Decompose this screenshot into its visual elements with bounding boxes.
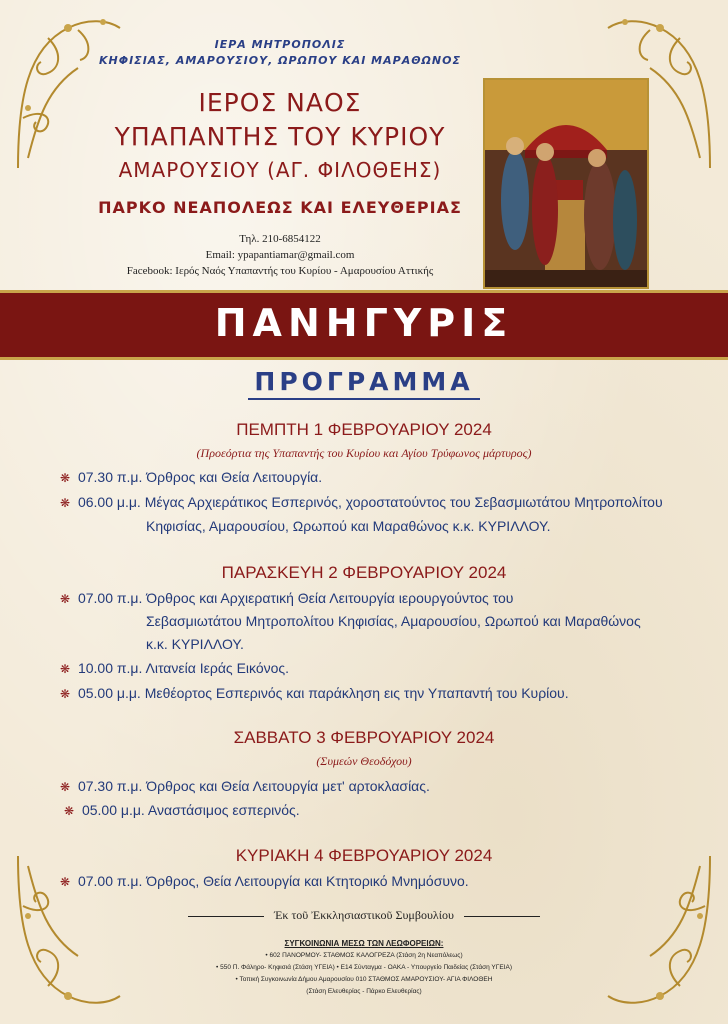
schedule-item — [60, 492, 680, 514]
day-title: ΣΑΒΒΑΤΟ 3 ΦΕΒΡΟΥΑΡΙΟΥ 2024 — [233, 728, 495, 747]
flower-bullet-icon: ❋ — [60, 496, 71, 510]
council-signature — [0, 908, 728, 923]
council-text: Έκ τοῦ Ἐκκλησιαστικοῦ Συμβουλίου — [274, 908, 454, 922]
flower-bullet-icon: ❋ — [60, 592, 71, 606]
item-text: Λιτανεία Ιεράς Εικόνος. — [145, 660, 290, 676]
item-time: 07.00 π.μ. — [77, 873, 143, 889]
item-time: 10.00 π.μ. — [77, 660, 143, 676]
schedule-item — [60, 658, 680, 680]
day-subtitle: (Προεόρτια της Υπαπαντής του Κυρίου και Αγίου Τρύφωνος μάρτυρος) — [196, 446, 532, 460]
schedule-item — [60, 467, 680, 489]
church-title-line1: ΙΕΡΟΣ ΝΑΟΣ — [198, 88, 362, 117]
item-text-continued: κ.κ. ΚΥΡΙΛΛΟΥ. — [146, 636, 244, 652]
program-heading — [0, 367, 728, 396]
program-title: ΠΡΟΓΡΑΜΜΑ — [248, 367, 479, 400]
item-text-continued: Σεβασμιωτάτου Μητροπολίτου Κηφισίας, Αμαρουσίου, Ωρωπού και Μαραθώνος — [146, 613, 641, 629]
day-title: ΚΥΡΙΑΚΗ 4 ΦΕΒΡΟΥΑΡΙΟΥ 2024 — [235, 846, 493, 865]
church-address: ΠΑΡΚΟ ΝΕΑΠΟΛΕΩΣ ΚΑΙ ΕΛΕΥΘΕΡΙΑΣ — [98, 198, 462, 217]
item-text: Μέγας Αρχιεράτικος Εσπερινός, χοροστατούντος του Σεβασμιωτάτου Μητροπολίτου — [144, 494, 663, 510]
item-time: 05.00 μ.μ. — [77, 685, 141, 701]
schedule-item — [60, 776, 680, 798]
flower-bullet-icon: ❋ — [60, 471, 71, 485]
item-time: 07.00 π.μ. — [77, 590, 143, 606]
facebook-text: Facebook: Ιερός Ναός Υπαπαντής του Κυρίου - Αμαρουσίου Αττικής — [126, 265, 434, 277]
transport-line: • 550 Π. Φάληρο- Κηφισιά (Στάση ΥΓΕΙΑ) • Ε14 Σύνταγμα - ΟΑΚΑ - Υπουργείο Παιδείας (Στάση ΥΓΕΙΑ) — [216, 964, 512, 971]
transport-line: • Τοπική Συγκοινωνία Δήμου Αμαρουσίου 010 ΣΤΑΘΜΟΣ ΑΜΑΡΟΥΣΙΟΥ- ΑΓΙΑ ΦΙΛΟΘΕΗ — [235, 976, 493, 983]
day-title: ΠΕΜΠΤΗ 1 ΦΕΒΡΟΥΑΡΙΟΥ 2024 — [236, 420, 492, 439]
transport-line: • 602 ΠΑΝΟΡΜΟΥ- ΣΤΑΘΜΟΣ ΚΑΛΟΓΡΕΖΑ (Στάση 2η Νεαπόλεως) — [265, 952, 463, 959]
transport-heading: ΣΥΓΚΟΙΝΩΝΙΑ ΜΕΣΩ ΤΩΝ ΛΕΩΦΟΡΕΙΩΝ: — [284, 939, 444, 948]
flower-bullet-icon: ❋ — [60, 875, 71, 889]
presentation-icon-image — [483, 78, 649, 289]
item-text: Όρθρος και Θεία Λειτουργία. — [146, 469, 323, 485]
flower-bullet-icon: ❋ — [64, 804, 75, 818]
phone-text: Τηλ. 210-6854122 — [239, 233, 321, 245]
divider — [188, 916, 264, 917]
church-title-line2: ΥΠΑΠΑΝΤΗΣ ΤΟΥ ΚΥΡΙΟΥ — [114, 122, 446, 151]
item-time: 07.30 π.μ. — [77, 778, 143, 794]
email-text: Email: ypapantiamar@gmail.com — [205, 249, 355, 261]
item-time: 05.00 μ.μ. — [81, 802, 145, 818]
item-text: Όρθρος και Αρχιερατική Θεία Λειτουργία ιερουργούντος του — [146, 590, 514, 606]
church-title-line3: ΑΜΑΡΟΥΣΙΟΥ (ΑΓ. ΦΙΛΟΘΕΗΣ) — [118, 158, 442, 182]
item-text: Όρθρος και Θεία Λειτουργία μετ' αρτοκλασίας. — [146, 778, 430, 794]
schedule-item — [64, 800, 684, 822]
day-title: ΠΑΡΑΣΚΕΥΗ 2 ΦΕΒΡΟΥΑΡΙΟΥ 2024 — [221, 563, 507, 582]
transport-line: (Στάση Ελευθερίας - Πάρκο Ελευθερίας) — [306, 988, 422, 995]
day-subtitle: (Συμεών Θεοδόχου) — [316, 754, 412, 768]
item-text: Αναστάσιμος εσπερινός. — [147, 802, 300, 818]
flower-bullet-icon: ❋ — [60, 780, 71, 794]
title-banner — [0, 290, 728, 360]
item-text: Όρθρος, Θεία Λειτουργία και Κτητορικό Μνημόσυνο. — [146, 873, 469, 889]
banner-title: ΠΑΝΗΓΥΡΙΣ — [214, 301, 514, 345]
item-time: 07.30 π.μ. — [77, 469, 143, 485]
divider — [464, 916, 540, 917]
schedule-item — [60, 683, 680, 705]
schedule-item — [60, 588, 680, 610]
item-text-continued: Κηφισίας, Αμαρουσίου, Ωρωπού και Μαραθώνος κ.κ. ΚΥΡΙΛΛΟΥ. — [146, 518, 551, 534]
schedule-item — [60, 871, 680, 893]
flower-bullet-icon: ❋ — [60, 687, 71, 701]
flower-bullet-icon: ❋ — [60, 662, 71, 676]
metropolis-line1: ΙΕΡΑ ΜΗΤΡΟΠΟΛΙΣ — [214, 38, 346, 51]
metropolis-line2: ΚΗΦΙΣΙΑΣ, ΑΜΑΡΟΥΣΙΟΥ, ΩΡΩΠΟΥ ΚΑΙ ΜΑΡΑΘΩΝΟΣ — [99, 54, 461, 67]
item-text: Μεθέορτος Εσπερινός και παράκληση εις την Υπαπαντή του Κυρίου. — [144, 685, 569, 701]
item-time: 06.00 μ.μ. — [77, 494, 141, 510]
